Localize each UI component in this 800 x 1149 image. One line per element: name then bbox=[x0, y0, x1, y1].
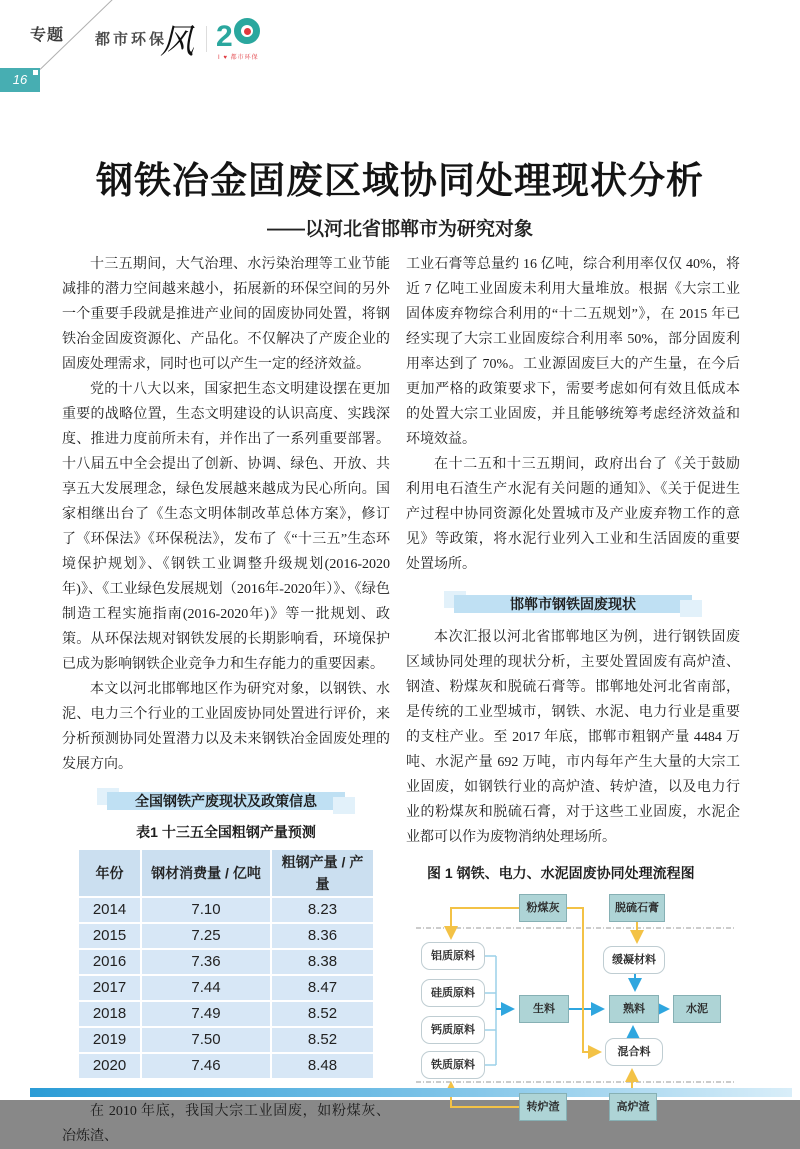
table-cell: 7.46 bbox=[141, 1053, 271, 1079]
topic-label: 专题 bbox=[30, 27, 65, 44]
table-cell: 2015 bbox=[78, 923, 141, 949]
table-caption: 表1 十三五全国粗钢产量预测 bbox=[136, 824, 316, 840]
section-title: 邯郸市钢铁固废现状 bbox=[510, 596, 636, 612]
title-block bbox=[60, 150, 740, 241]
table-cell: 7.49 bbox=[141, 1001, 271, 1027]
figure-caption: 图 1 钢铁、电力、水泥固废协同处理流程图 bbox=[427, 865, 695, 881]
badge-notch bbox=[33, 70, 38, 75]
table-cell: 7.44 bbox=[141, 975, 271, 1001]
page-number: 16 bbox=[12, 72, 28, 87]
section-ribbon-handan bbox=[444, 591, 702, 617]
node-siliceous: 硅质原料 bbox=[421, 979, 485, 1007]
body-paragraph: 在 2010 年底，我国大宗工业固废，如粉煤灰、冶炼渣、 bbox=[62, 1104, 390, 1144]
body-paragraph: 本次汇报以河北省邯郸地区为例，进行钢铁固废区域协同处理的现状分析，主要处置固废有高炉渣、钢渣、粉煤灰和脱硫石膏等。邯郸地处河北省南部，是传统的工业型城市，钢铁、水泥、电力行业是重要的支柱产业。至 2017 年底，邯郸市粗钢产量 4484 万吨、水泥产量 692 万吨，市内每年产生大量的大宗工业固废，如钢铁行业的高炉渣、转炉渣，以及电力行业的粉煤灰和脱硫石膏，对于这些工业固废，水泥企业都可以作为废物消纳处理场所。 bbox=[406, 630, 740, 845]
table-row bbox=[78, 975, 374, 1001]
page-number-badge bbox=[0, 68, 40, 92]
table-cell: 2014 bbox=[78, 897, 141, 923]
table-cell: 8.48 bbox=[271, 1053, 374, 1079]
table-header-row bbox=[78, 849, 374, 897]
right-column bbox=[406, 252, 740, 1130]
table-cell: 2016 bbox=[78, 949, 141, 975]
table-cell: 7.50 bbox=[141, 1027, 271, 1053]
header-divider bbox=[206, 26, 207, 52]
table-row bbox=[78, 1053, 374, 1079]
table-header-cell: 钢材消费量 / 亿吨 bbox=[141, 849, 271, 897]
table-cell: 8.52 bbox=[271, 1001, 374, 1027]
table-row bbox=[78, 1027, 374, 1053]
node-bf-slag: 高炉渣 bbox=[609, 1093, 657, 1121]
left-column bbox=[62, 252, 390, 1149]
node-clinker: 熟料 bbox=[609, 995, 659, 1023]
article-subtitle: ——以河北省邯郸市为研究对象 bbox=[266, 219, 533, 240]
table-cell: 7.36 bbox=[141, 949, 271, 975]
footer-bar bbox=[30, 1088, 792, 1097]
brand-calligraphy-glyph: 风 bbox=[160, 22, 194, 62]
body-paragraph: 本文以河北邯郸地区作为研究对象，以钢铁、水泥、电力三个行业的工业固废协同处置进行评价，来分析预测协同处置潜力以及未来钢铁冶金固废处理的发展方向。 bbox=[62, 682, 390, 772]
table-row bbox=[78, 897, 374, 923]
node-calcareous: 钙质原料 bbox=[421, 1016, 485, 1044]
table-cell: 8.38 bbox=[271, 949, 374, 975]
article-title: 钢铁冶金固废区域协同处理现状分析 bbox=[96, 160, 704, 201]
node-ferrous: 铁质原料 bbox=[421, 1051, 485, 1079]
table-row bbox=[78, 1001, 374, 1027]
table-header-cell: 年份 bbox=[78, 849, 141, 897]
table-header-cell: 粗钢产量 / 产量 bbox=[271, 849, 374, 897]
body-paragraph: 工业石膏等总量约 16 亿吨，综合利用率仅仅 40%，将近 7 亿吨工业固废未利用大量堆放。根据《大宗工业固体废弃物综合利用的“十二五规划”》，在 2015 年已经实现了大宗工业固废综合利用率 50%，部分固废利用率达到了 70%。工业源固废巨大的产生量，在今后更加严格的政策要求下，需要考虑如何有效且低成本的处置大宗工业固废，并且能够统筹考虑经济效益和环境效益。 bbox=[406, 257, 740, 447]
table-cell: 8.47 bbox=[271, 975, 374, 1001]
table-row bbox=[78, 923, 374, 949]
anniversary-ring-icon bbox=[234, 18, 260, 44]
node-converter-slag: 转炉渣 bbox=[519, 1093, 567, 1121]
table-cell: 2018 bbox=[78, 1001, 141, 1027]
raw-material-bus-lines bbox=[485, 956, 496, 1065]
brand-name: 都市环保 bbox=[95, 31, 168, 48]
body-paragraph: 十三五期间，大气治理、水污染治理等工业节能减排的潜力空间越来越小，拓展新的环保空间的另外一个重要手段就是推进产业间的固废协同处置，将钢铁冶金固废资源化、产品化。不仅解决了产废企业的固废处理需求，同时也可以产生一定的经济效益。 bbox=[62, 257, 390, 372]
table-cell: 8.52 bbox=[271, 1027, 374, 1053]
anniversary-digit: 2 bbox=[216, 20, 233, 53]
anniversary-logo bbox=[216, 18, 260, 54]
table-cell: 2017 bbox=[78, 975, 141, 1001]
table-cell: 2020 bbox=[78, 1053, 141, 1079]
node-raw-meal: 生料 bbox=[519, 995, 569, 1023]
table-row bbox=[78, 949, 374, 975]
body-paragraph: 在十二五和十三五期间，政府出台了《关于鼓励利用电石渣生产水泥有关问题的通知》、《关于促进生产过程中协同资源化处置城市及产业废弃物工作的意见》等政策，将水泥行业列入工业和生活固废的重要处置场所。 bbox=[406, 457, 740, 572]
crude-steel-table bbox=[77, 848, 375, 1080]
body-paragraph: 党的十八大以来，国家把生态文明建设摆在更加重要的战略位置，生态文明建设的认识高度、实践深度、推进力度前所未有，并作出了一系列重要部署。十八届五中全会提出了创新、协调、绿色、开放、共享五大发展理念，绿色发展越来越成为民心所向。国家相继出台了《生态文明体制改革总体方案》，修订了《环保法》《环保税法》，发布了《“十三五”生态环境保护规划》、《钢铁工业调整升级规划(2016-2020年)》、《工业绿色发展规划（2016年-2020年）》、《绿色制造工程实施指南(2016-2020年)》等一批规划、政策。从环保法规对钢铁发展的长期影响看，环境保护已成为影响钢铁企业竞争力和生存能力的重要因素。 bbox=[62, 382, 390, 672]
table-cell: 7.10 bbox=[141, 897, 271, 923]
node-mixture: 混合料 bbox=[605, 1038, 663, 1066]
anniversary-caption: I ♥ 都市环保 bbox=[218, 55, 259, 61]
table-cell: 7.25 bbox=[141, 923, 271, 949]
node-aluminous: 铝质原料 bbox=[421, 942, 485, 970]
section-title: 全国钢铁产废现状及政策信息 bbox=[135, 793, 317, 809]
node-gypsum: 脱硫石膏 bbox=[609, 894, 665, 922]
node-cement: 水泥 bbox=[673, 995, 721, 1023]
node-fly-ash: 粉煤灰 bbox=[519, 894, 567, 922]
table-cell: 8.36 bbox=[271, 923, 374, 949]
table-cell: 2019 bbox=[78, 1027, 141, 1053]
section-ribbon-national bbox=[97, 788, 355, 814]
table-cell: 8.23 bbox=[271, 897, 374, 923]
node-retarder: 缓凝材料 bbox=[603, 946, 665, 974]
